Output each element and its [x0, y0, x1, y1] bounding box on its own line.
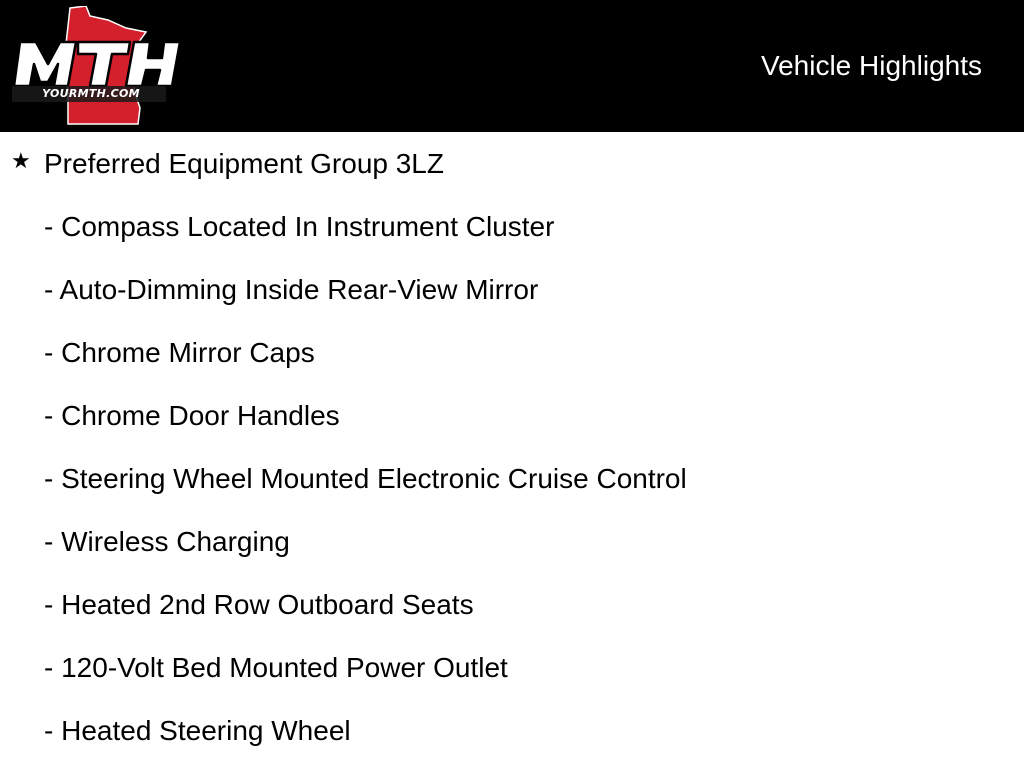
equipment-group-headline: Preferred Equipment Group 3LZ [44, 148, 444, 179]
feature-item: - Chrome Door Handles [44, 400, 340, 431]
star-icon: ★ [11, 149, 31, 174]
feature-item: - Heated Steering Wheel [44, 715, 351, 746]
feature-item: - Chrome Mirror Caps [44, 337, 315, 368]
header-bar [0, 0, 1024, 132]
feature-item: - Heated 2nd Row Outboard Seats [44, 589, 474, 620]
feature-item: - 120-Volt Bed Mounted Power Outlet [44, 652, 508, 683]
logo-graphic [8, 6, 184, 126]
highlights-section [0, 132, 1024, 768]
feature-item: - Auto-Dimming Inside Rear-View Mirror [44, 274, 539, 305]
feature-item: - Compass Located In Instrument Cluster [44, 211, 555, 242]
page-title: Vehicle Highlights [760, 50, 982, 81]
feature-item: - Steering Wheel Mounted Electronic Cruise Control [44, 463, 687, 494]
feature-item: - Wireless Charging [44, 526, 290, 557]
logo-subtext: YOURMTH.COM [42, 87, 140, 100]
headline-row [0, 146, 1000, 182]
dealer-logo [8, 6, 184, 126]
